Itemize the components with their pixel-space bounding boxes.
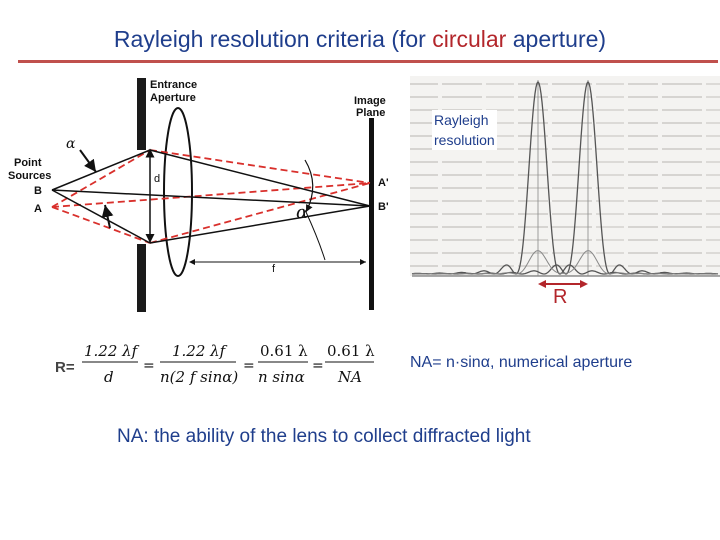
entrance-aperture-label-1: Entrance: [150, 79, 198, 91]
equals-1: =: [143, 358, 155, 374]
term1-numerator: 1.22 λf: [84, 342, 138, 360]
term2-numerator: 1.22 λf: [172, 342, 226, 360]
title-post: aperture): [506, 26, 607, 52]
rayleigh-label-line-2: resolution: [434, 132, 495, 148]
image-b-label: B': [378, 201, 389, 213]
entrance-aperture-label-2: Aperture: [150, 92, 196, 104]
alpha-large-label: α: [296, 202, 309, 223]
term2-denominator: n(2 f sinα): [160, 368, 239, 386]
equals-2: =: [243, 358, 255, 374]
rayleigh-label-line-1: Rayleigh: [434, 112, 489, 128]
na-definition: NA= n·sinα, numerical aperture: [410, 354, 633, 371]
term4-denominator: NA: [338, 368, 362, 386]
alpha-small-label: α: [66, 136, 76, 152]
term4-numerator: 0.61 λ: [327, 342, 375, 360]
separation-r-label: R: [553, 286, 568, 308]
image-plane-label-1: Image: [354, 95, 386, 107]
na-description: NA: the ability of the lens to collect diffracted light: [117, 426, 531, 447]
formula-lhs: R=: [55, 359, 75, 376]
source-a-label: A: [34, 203, 42, 215]
image-plane-label-2: Plane: [356, 107, 386, 119]
title-highlight: circular: [432, 26, 507, 52]
equals-3: =: [312, 358, 324, 374]
term3-numerator: 0.61 λ: [260, 342, 308, 360]
term1-denominator: d: [104, 368, 114, 386]
source-b-label: B: [34, 185, 42, 197]
focal-f-label: f: [272, 263, 276, 275]
point-sources-label-1: Point: [14, 157, 42, 169]
term3-denominator: n sinα: [258, 368, 305, 386]
aperture-d-label: d: [154, 173, 161, 185]
title-pre: Rayleigh resolution criteria (for: [113, 26, 433, 52]
point-sources-label-2: Sources: [8, 170, 52, 182]
image-a-label: A': [378, 177, 389, 189]
